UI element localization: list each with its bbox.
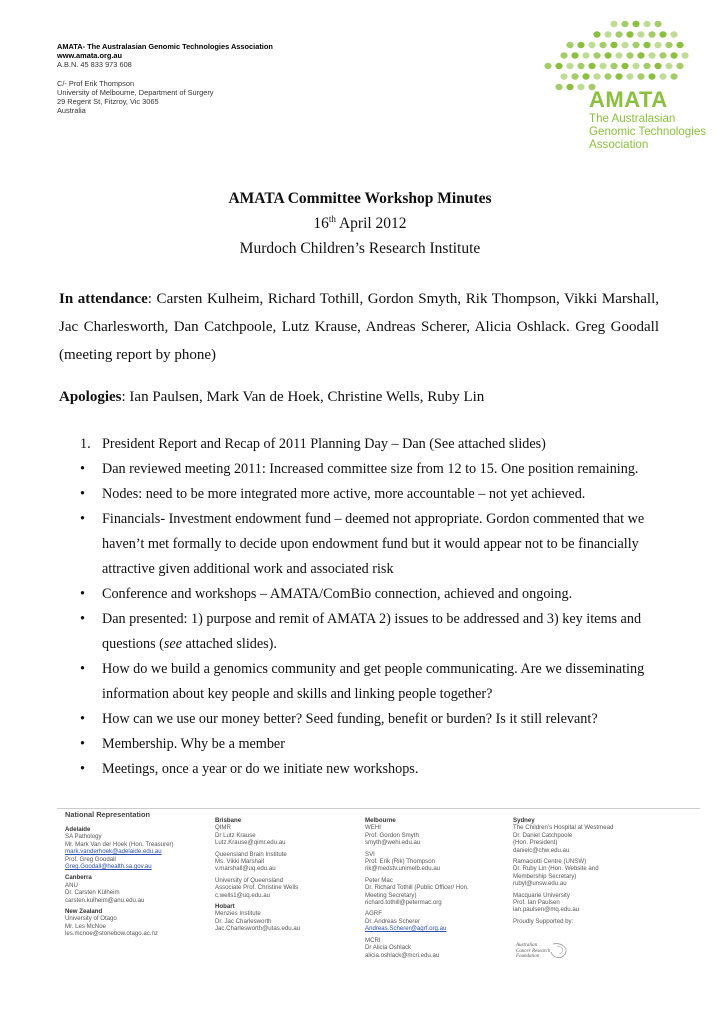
logo-dot <box>626 31 633 37</box>
list-item: • Nodes: need to be more integrated more active, more accountable – not yet achieved. <box>80 486 586 502</box>
logo-dot <box>659 52 666 58</box>
logo-dot <box>632 21 639 27</box>
logo-dot <box>610 21 617 27</box>
org-abn: A.B.N. 45 833 973 608 <box>57 60 132 70</box>
logo-dot <box>555 84 562 90</box>
address-line: University of Melbourne, Department of Surgery <box>57 87 214 97</box>
logo-dot <box>604 52 611 58</box>
logo-dot <box>621 21 628 27</box>
logo-dot <box>610 42 617 48</box>
logo-dot <box>615 31 622 37</box>
document-date: 16th April 2012 <box>313 214 407 233</box>
logo-dot <box>648 73 655 79</box>
logo-dot <box>637 73 644 79</box>
logo-dot <box>588 63 595 69</box>
logo-dot <box>632 42 639 48</box>
footer-col-3: Melbourne WEHI Prof. Gordon Smyth smyth@wehi.edu.au SVI Prof. Erik (Rik) Thompson rik@medstv.unimelb.edu.au Peter Mac Dr. Richard Tothill (Public Officer/ Hon. Meeting Secretary) richard.tothill@petermac.org AGRF Dr. Andreas Scherer Andreas.Scherer@agrf.org.au MCRI Dr Alicia Oshlack alicia.oshlack@mcri.edu.au <box>365 817 505 959</box>
list-item: • How can we use our money better? Seed funding, benefit or burden? Is it still relevant? <box>80 711 598 727</box>
logo-dot <box>626 73 633 79</box>
apologies-text: : Ian Paulsen, Mark Van de Hoek, Christine Wells, Ruby Lin <box>121 389 485 405</box>
logo-dot <box>659 73 666 79</box>
logo-dot <box>560 52 567 58</box>
sponsor-text: Australian Cancer Research Foundation <box>516 943 551 960</box>
logo-dot <box>632 63 639 69</box>
logo-dot <box>626 52 633 58</box>
logo-dot <box>571 73 578 79</box>
apologies-label: Apologies <box>59 389 122 405</box>
list-item: • Dan presented: 1) purpose and remit of AMATA 2) issues to be addressed and 3) key items and questions (see attached slides). <box>80 611 642 652</box>
address-line: Australia <box>57 106 86 116</box>
footer-col-1: Adelaide SA Pathology Mr. Mark Van der Hoek (Hon. Treasurer) mark.vanderhoek@adelaide.edu.au Prof. Greg Goodall Greg.Goodall@health.sa.gov.au Canberra ANU Dr. Carsten Külheim carsten.kulheim@anu.edu.au New Zealand University of Otago Mr. Les McNoe les.mcnoe@stonebow.otago.ac.nz <box>65 826 205 938</box>
logo-dot <box>621 63 628 69</box>
logo-dot <box>577 84 584 90</box>
logo-dot <box>615 52 622 58</box>
logo-dot <box>615 73 622 79</box>
logo-dot <box>577 63 584 69</box>
logo-dot <box>670 52 677 58</box>
attendance-label: In attendance <box>59 291 148 307</box>
logo-dot <box>604 73 611 79</box>
logo-dot <box>659 31 666 37</box>
logo-dot <box>665 42 672 48</box>
logo-dot <box>566 42 573 48</box>
logo-dot <box>593 31 600 37</box>
logo-dot <box>604 31 611 37</box>
logo-dot <box>665 63 672 69</box>
address-line: C/- Prof Erik Thompson <box>57 78 135 88</box>
logo-line-3: Association <box>589 138 649 151</box>
attendance-paragraph <box>59 285 659 369</box>
logo-dot <box>582 52 589 58</box>
address-line: 29 Regent St, Fitzroy, Vic 3065 <box>57 97 159 107</box>
logo-dot <box>676 63 683 69</box>
logo-dot <box>555 63 562 69</box>
logo-text <box>589 88 706 151</box>
apologies-paragraph <box>59 383 659 411</box>
logo-dot <box>599 42 606 48</box>
logo-dot <box>571 52 578 58</box>
list-item: • Meetings, once a year or do we initiate new workshops. <box>80 761 419 777</box>
logo-dot <box>654 21 661 27</box>
logo-dot <box>577 42 584 48</box>
logo-dot <box>670 31 677 37</box>
logo-dot <box>610 63 617 69</box>
logo-dot <box>582 73 589 79</box>
footer-col-4: Sydney The Children’s Hospital at Westmead Dr. Daniel Catchpoole (Hon. President) danielc@chw.edu.au Ramaciotti Centre (UNSW) Dr. Ruby Lin (Hon. Website and Membership Secretary) rubyl@unsw.edu.au Macquarie University Prof. Ian Paulsen ian.paulsen@mq.edu.au Proudly Supported by: <box>513 817 614 925</box>
list-item: • Financials- Investment endowment fund – deemed not appropriate. Gordon commented that we haven’t met formally to decide upon endowment fund but it would appear not to be financially attractive given additional work and associated risk <box>80 511 645 577</box>
logo-dot <box>593 52 600 58</box>
logo-dot <box>637 31 644 37</box>
logo-dot <box>676 42 683 48</box>
logo-dot <box>566 63 573 69</box>
email-link[interactable]: Andreas.Scherer@agrf.org.au <box>365 925 447 933</box>
logo-dot <box>654 63 661 69</box>
email-link[interactable]: mark.vanderhoek@adelaide.edu.au <box>65 848 162 856</box>
logo-dot <box>681 52 688 58</box>
attendance-text: : Carsten Kulheim, Richard Tothill, Gordon Smyth, Rik Thompson, Vikki Marshall, Jac Charlesworth, Dan Catchpoole, Lutz Krause, Andreas Scherer, Alicia Oshlack. Greg Goodall (meeting report by phone) <box>59 291 659 363</box>
logo-dot <box>544 63 551 69</box>
document-title: AMATA Committee Workshop Minutes <box>228 190 492 207</box>
list-item: • Dan reviewed meeting 2011: Increased committee size from 12 to 15. One position remaining. <box>80 461 639 477</box>
logo-dot <box>643 63 650 69</box>
logo-dot <box>637 52 644 58</box>
logo-dot <box>670 73 677 79</box>
org-name: AMATA- The Australasian Genomic Technologies Association <box>57 42 273 51</box>
logo-dot <box>560 73 567 79</box>
list-item: • Conference and workshops – AMATA/ComBio connection, achieved and ongoing. <box>80 586 573 602</box>
document-venue: Murdoch Children’s Research Institute <box>239 240 481 257</box>
logo-dot <box>643 21 650 27</box>
footer-col-2: Brisbane QIMR Dr Lutz Krause Lutz.Krause@qimr.edu.au Queensland Brain Institute Ms. Vikki Marshall v.marshall@uq.edu.au University of Queensland Associate Prof. Christine Wells c.wells1@uq.edu.au Hobart Menzies Institute Dr. Jac Charlesworth Jac.Charlesworth@utas.edu.au <box>215 817 301 933</box>
footer-title: National Representation <box>65 810 151 819</box>
footer-divider <box>57 808 700 809</box>
org-header <box>57 42 273 115</box>
logo-dot <box>566 84 573 90</box>
logo-dot <box>648 52 655 58</box>
logo-line-2: Genomic Technologies <box>589 125 707 138</box>
minutes-items <box>80 432 660 782</box>
list-item: • Membership. Why be a member <box>80 736 285 752</box>
logo-dot <box>588 42 595 48</box>
list-item: 1. President Report and Recap of 2011 Planning Day – Dan (See attached slides) <box>80 436 546 452</box>
logo-line-1: The Australasian <box>589 112 676 125</box>
list-item: • How do we build a genomics community and get people communicating. Are we disseminating information about key people and skills and linking people together? <box>80 661 645 702</box>
logo-dot <box>643 42 650 48</box>
email-link[interactable]: Greg.Goodall@health.sa.gov.au <box>65 863 152 871</box>
logo-dot <box>593 73 600 79</box>
logo-dot <box>621 42 628 48</box>
logo-dot <box>648 31 655 37</box>
org-website[interactable]: www.amata.org.au <box>57 51 123 61</box>
logo-acronym: AMATA <box>589 87 668 112</box>
logo-dot <box>654 42 661 48</box>
logo-dot <box>599 63 606 69</box>
